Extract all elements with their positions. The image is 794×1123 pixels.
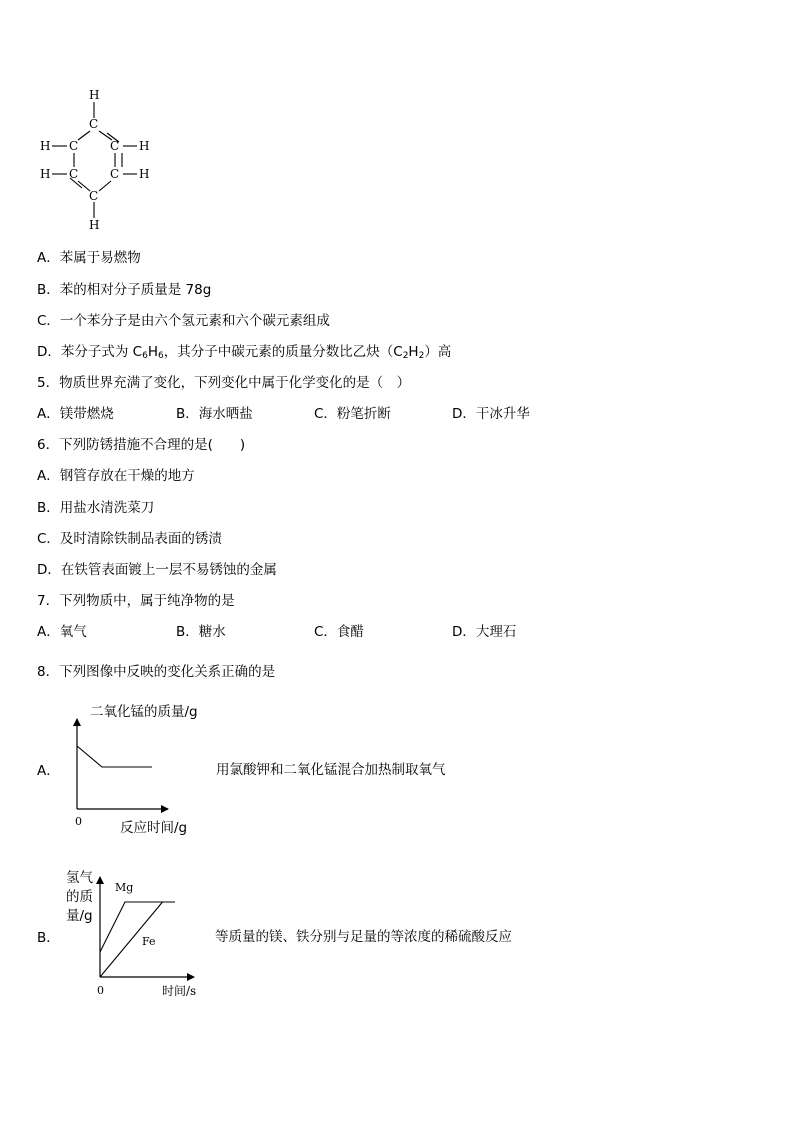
q4-option-b: B．苯的相对分子质量是 78g (37, 282, 212, 298)
atom-h-left-lower: H (40, 167, 51, 181)
benzene-bonds (0, 0, 794, 240)
atom-c-top: C (89, 117, 99, 131)
atom-h-right-upper: H (139, 139, 150, 153)
q7-option-c: C．食醋 (314, 624, 364, 640)
chart-b-series-label-mg: Mg (115, 881, 134, 894)
q5-option-c: C．粉笔折断 (314, 406, 391, 422)
q4-option-c: C．一个苯分子是由六个氢元素和六个碳元素组成 (37, 313, 330, 329)
q4-d-sub1: 6 (142, 351, 148, 361)
q6-stem: 6．下列防锈措施不合理的是( ) (37, 437, 246, 453)
q5-option-b: B．海水晒盐 (176, 406, 253, 422)
atom-c-left-lower: C (69, 167, 79, 181)
chart-b-y-axis-label-line3: 量/g (66, 908, 93, 924)
q8-stem: 8．下列图像中反映的变化关系正确的是 (37, 664, 276, 680)
atom-h-left-upper: H (40, 139, 51, 153)
q7-stem: 7．下列物质中，属于纯净物的是 (37, 593, 235, 609)
chart-a-series-line (77, 746, 152, 767)
q5-option-d: D．干冰升华 (452, 406, 530, 422)
q4-option-a: A．苯属于易燃物 (37, 250, 141, 266)
q4-d-part2: H (147, 344, 159, 360)
chart-a-x-axis-label: 反应时间/g (120, 820, 188, 836)
q6-option-d: D．在铁管表面镀上一层不易锈蚀的金属 (37, 562, 277, 578)
q4-d-sub3: 2 (402, 351, 409, 361)
q6-option-b: B．用盐水清洗菜刀 (37, 500, 155, 516)
q4-d-part5: ）高 (424, 344, 452, 360)
q5-stem: 5．物质世界充满了变化，下列变化中属于化学变化的是（ ） (37, 375, 411, 391)
atom-c-right-upper: C (110, 139, 120, 153)
q5-option-a: A．镁带燃烧 (37, 406, 114, 422)
atom-c-left-upper: C (69, 139, 79, 153)
chart-b-y-axis-label-line1: 氢气 (66, 870, 93, 886)
q6-option-c: C．及时清除铁制品表面的锈渍 (37, 531, 222, 547)
chart-b-origin: 0 (97, 984, 104, 997)
atom-h-bottom: H (89, 218, 100, 232)
chart-b-series-mg (100, 902, 175, 952)
chart-a-y-axis-label: 二氧化锰的质量/g (90, 704, 198, 720)
atom-c-right-lower: C (110, 167, 120, 181)
q4-option-d (37, 343, 451, 365)
q6-option-a: A．钢管存放在干燥的地方 (37, 468, 195, 484)
chart-b-y-axis-label-line2: 的质 (66, 889, 93, 905)
atom-h-top: H (89, 88, 100, 102)
q7-option-b: B．糖水 (176, 624, 226, 640)
chart-b-x-axis-label: 时间/s (162, 984, 197, 998)
chart-a-description: 用氯酸钾和二氧化锰混合加热制取氧气 (216, 762, 446, 778)
q4-d-part3: ，其分子中碳元素的质量分数比乙炔（C (163, 344, 403, 360)
q4-d-part1: D．苯分子式为 C (37, 344, 143, 360)
atom-h-right-lower: H (139, 167, 150, 181)
q7-option-d: D．大理石 (452, 624, 517, 640)
chart-a-origin: 0 (75, 815, 82, 828)
q8-option-a-letter: A． (37, 763, 60, 779)
atom-c-bottom: C (89, 189, 99, 203)
q4-d-part4: H (408, 344, 419, 360)
q8-option-b-letter: B． (37, 930, 60, 946)
q7-option-a: A．氧气 (37, 624, 87, 640)
q4-d-sub2: 6 (158, 351, 164, 361)
q4-d-sub4: 2 (418, 351, 425, 361)
chart-b-description: 等质量的镁、铁分别与足量的等浓度的稀硫酸反应 (215, 929, 512, 945)
chart-b-series-label-fe: Fe (142, 935, 156, 948)
